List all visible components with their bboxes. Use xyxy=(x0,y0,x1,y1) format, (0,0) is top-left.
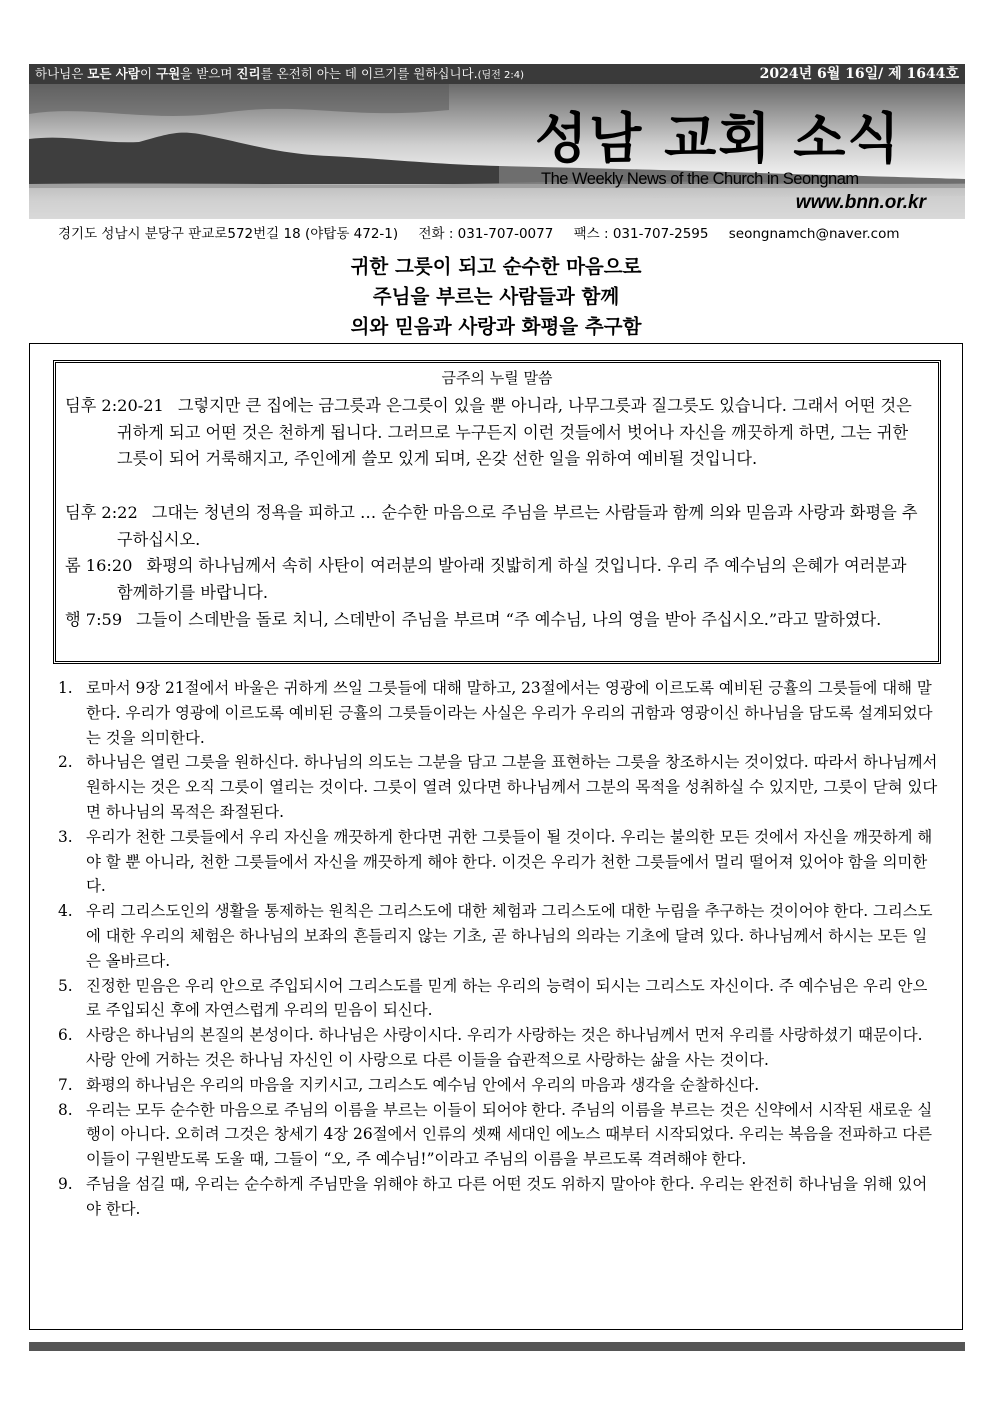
motto-segment: 을 받으며 xyxy=(180,66,237,81)
phone: 전화 : 031-707-0077 xyxy=(418,226,554,242)
verse-text: 화평의 하나님께서 속히 사탄이 여러분의 발아래 짓밟히게 하실 것입니다. 우리 주 예수님의 은혜가 여러분과 함께하기를 바랍니다. xyxy=(117,556,907,602)
point-text: 진정한 믿음은 우리 안으로 주입되시어 그리스도를 믿게 하는 우리의 능력이 되시는 그리스도 자신이다. 주 예수님은 우리 안으로 주입되신 후에 자연스럽게 우리의 믿음이 되신다. xyxy=(86,976,928,1020)
point-number: 5. xyxy=(58,976,73,995)
verse-text: 그들이 스데반을 돌로 치니, 스데반이 주님을 부르며 “주 예수님, 나의 영을 받아 주십시오.”라고 말하였다. xyxy=(136,610,882,629)
verses-title: 금주의 누릴 말씀 xyxy=(441,369,553,387)
header-bar xyxy=(29,64,965,84)
verse-ref: 롬 16:20 xyxy=(65,556,133,575)
motto-ref: (딤전 2:4) xyxy=(477,70,525,81)
motto-emphasis: 모든 사람 xyxy=(87,66,140,81)
verse-item xyxy=(65,553,927,606)
list-item xyxy=(58,1098,938,1172)
point-number: 2. xyxy=(58,753,73,772)
address: 경기도 성남시 분당구 판교로572번길 18 (야탑동 472-1) xyxy=(58,226,399,242)
point-text: 하나님은 열린 그릇을 원하신다. 하나님의 의도는 그분을 담고 그분을 표현하는 그릇을 창조하시는 것이었다. 따라서 하나님께서 원하시는 것은 오직 그릇이 열리는 것이다. 그릇이 열려 있다면 하나님께서 그분의 목적을 성취하실 수 있지만, 그릇이 닫혀 있다면 하나님의 목적은 좌절된다. xyxy=(86,753,938,821)
weekly-verses-box xyxy=(53,360,941,664)
verse-item xyxy=(65,393,927,473)
point-number: 8. xyxy=(58,1100,73,1119)
email[interactable]: seongnamch@naver.com xyxy=(728,226,900,242)
point-number: 3. xyxy=(58,827,73,846)
fax: 팩스 : 031-707-2595 xyxy=(573,226,709,242)
list-item xyxy=(58,825,938,899)
point-text: 화평의 하나님은 우리의 마음을 지키시고, 그리스도 예수님 안에서 우리의 마음과 생각을 순찰하신다. xyxy=(86,1075,760,1094)
list-item xyxy=(58,1073,938,1098)
verse-text: 그대는 청년의 정욕을 피하고 … 순수한 마음으로 주님을 부르는 사람들과 함께 의와 믿음과 사랑과 화평을 추구하십시오. xyxy=(117,503,918,549)
point-number: 1. xyxy=(58,679,73,697)
theme-line: 의와 믿음과 사랑과 화평을 추구함 xyxy=(350,315,642,338)
motto-segment: 이 xyxy=(139,66,156,81)
motto-segment: 를 온전히 아는 데 이르기를 원하십니다. xyxy=(260,66,478,81)
point-text: 주님을 섬길 때, 우리는 순수하게 주님만을 위해야 하고 다른 어떤 것도 위하지 말아야 한다. 우리는 완전히 하나님을 위해 있어야 한다. xyxy=(86,1174,928,1218)
message-points xyxy=(58,676,938,1222)
list-item xyxy=(58,750,938,824)
website-link[interactable]: www.bnn.or.kr xyxy=(795,192,926,213)
footer-bar xyxy=(29,1342,965,1351)
verse-ref: 딤후 2:20-21 xyxy=(65,396,164,415)
motto-emphasis: 진리 xyxy=(236,66,261,81)
contact-line xyxy=(58,222,916,242)
motto-text xyxy=(35,66,478,81)
point-number: 7. xyxy=(58,1075,73,1094)
point-number: 9. xyxy=(58,1174,73,1193)
list-item xyxy=(58,1172,938,1222)
list-item xyxy=(58,899,938,973)
issue-date: 2024년 6월 16일/ 제 1644호 xyxy=(759,66,959,82)
verse-item xyxy=(65,500,927,553)
motto-segment: 하나님은 xyxy=(35,66,88,81)
newsletter-subtitle: The Weekly News of the Church in Seongnam xyxy=(541,170,859,188)
verse-ref: 행 7:59 xyxy=(65,610,123,629)
list-item xyxy=(58,974,938,1024)
point-number: 4. xyxy=(58,902,73,921)
list-item xyxy=(58,676,938,750)
point-text: 우리 그리스도인의 생활을 통제하는 원칙은 그리스도에 대한 체험과 그리스도에 대한 누림을 추구하는 것이어야 한다. 그리스도에 대한 우리의 체험은 하나님의 보좌의 흔들리지 않는 기초, 곧 하나님의 의라는 기초에 달려 있다. 하나님께서 하시는 모든 일은 올바르다. xyxy=(86,902,933,970)
point-text: 우리가 천한 그릇들에서 우리 자신을 깨끗하게 한다면 귀한 그릇들이 될 것이다. 우리는 불의한 모든 것에서 자신을 깨끗하게 해야 할 뿐 아니라, 천한 그릇들에서 자신을 깨끗하게 해야 한다. 이것은 우리가 천한 그릇들에서 멀리 떨어져 있어야 함을 의미한다. xyxy=(86,827,933,896)
theme-line: 귀한 그릇이 되고 순수한 마음으로 xyxy=(350,255,642,278)
point-text: 우리는 모두 순수한 마음으로 주님의 이름을 부르는 이들이 되어야 한다. 주님의 이름을 부르는 것은 신약에서 시작된 새로운 실행이 아니다. 오히려 그것은 창세기 4장 26절에서 인류의 셋째 세대인 에노스 때부터 시작되었다. 우리는 복음을 전파하고 다른 이들이 구원받도록 도울 때, 그들이 “오, 주 예수님!”이라고 주님의 이름을 부르도록 격려해야 한다. xyxy=(86,1100,933,1169)
newsletter-title: 성남 교회 소식 xyxy=(535,106,902,170)
verse-ref: 딤후 2:22 xyxy=(65,503,138,522)
motto-emphasis: 구원 xyxy=(156,66,181,81)
point-text: 로마서 9장 21절에서 바울은 귀하게 쓰일 그릇들에 대해 말하고, 23절에서는 영광에 이르도록 예비된 긍휼의 그릇들에 대해 말한다. 우리가 영광에 이르도록 예비된 긍휼의 그릇들이라는 사실은 우리가 우리의 귀함과 영광이신 하나님을 담도록 설계되었다는 것을 의미한다. xyxy=(86,679,933,747)
theme-line: 주님을 부르는 사람들과 함께 xyxy=(372,285,620,308)
theme-block xyxy=(0,252,992,342)
verse-item xyxy=(65,607,927,634)
verse-text: 그렇지만 큰 집에는 금그릇과 은그릇이 있을 뿐 아니라, 나무그릇과 질그릇도 있습니다. 그래서 어떤 것은 귀하게 되고 어떤 것은 천하게 됩니다. 그러므로 누구든지 이런 것들에서 벗어나 자신을 깨끗하게 하면, 그는 귀한 그릇이 되어 거룩해지고, 주인에게 쓸모 있게 되며, 온갖 선한 일을 위하여 예비될 것입니다. xyxy=(117,396,912,468)
list-item xyxy=(58,1023,938,1073)
point-number: 6. xyxy=(58,1026,73,1045)
header-motto xyxy=(35,64,524,86)
point-text: 사랑은 하나님의 본질의 본성이다. 하나님은 사랑이시다. 우리가 사랑하는 것은 하나님께서 먼저 우리를 사랑하셨기 때문이다. 사랑 안에 거하는 것은 하나님 자신인 이 사랑으로 다른 이들을 습관적으로 사랑하는 삶을 사는 것이다. xyxy=(86,1026,923,1069)
